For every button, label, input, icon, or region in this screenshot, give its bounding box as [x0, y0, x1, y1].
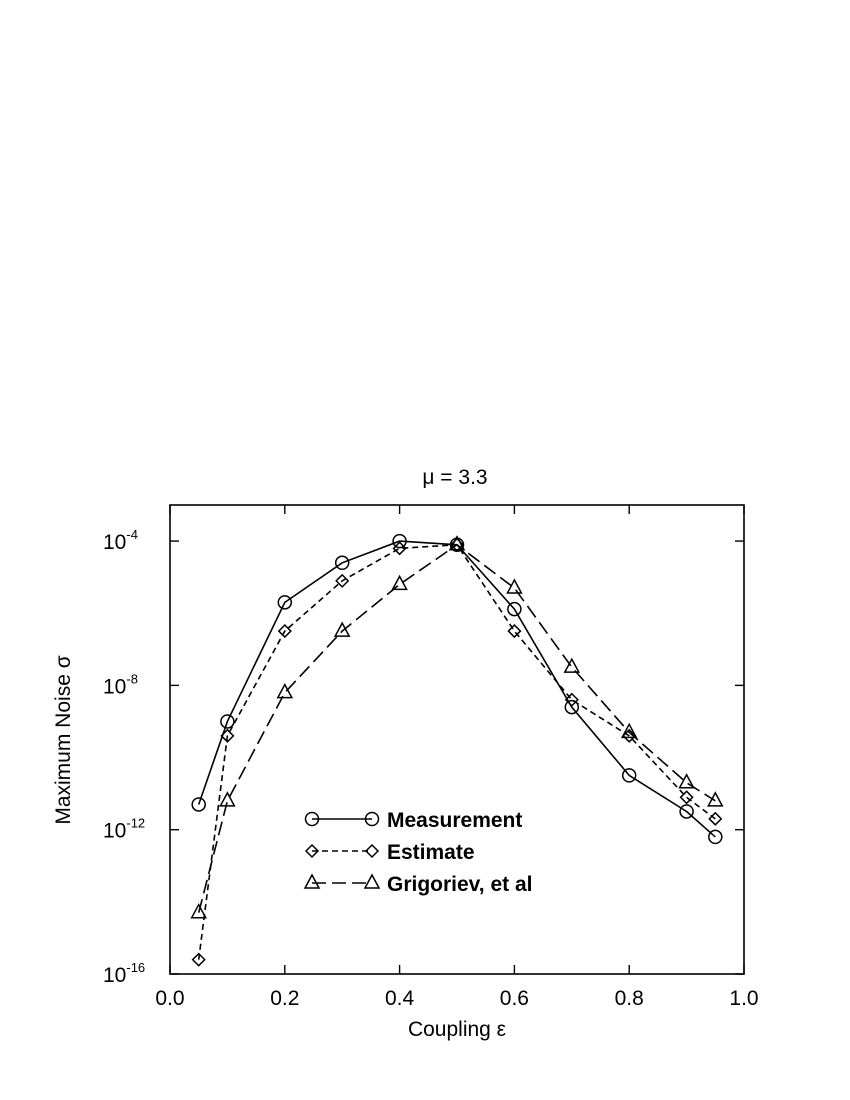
series-circle [192, 535, 722, 844]
y-tick-base: 10 [103, 531, 127, 555]
x-tick-label: 1.0 [729, 987, 759, 1010]
y-tick-exponent: -4 [126, 527, 138, 543]
y-tick-label [103, 527, 138, 554]
legend [305, 809, 533, 896]
legend-label: Measurement [387, 809, 523, 832]
y-tick-exponent: -16 [126, 960, 146, 975]
legend-label: Grigoriev, et al [387, 873, 533, 896]
y-axis-label: Maximum Noise σ [52, 655, 75, 825]
y-tick-label [103, 816, 145, 843]
legend-marker-triangle [305, 875, 319, 888]
x-tick-label: 0.0 [155, 987, 185, 1010]
x-tick-label: 0.8 [614, 987, 644, 1010]
y-tick-base: 10 [103, 675, 127, 699]
x-tick-label: 0.6 [499, 987, 530, 1010]
y-tick-exponent: -12 [126, 815, 146, 831]
x-axis [155, 505, 758, 1010]
legend-label: Estimate [387, 841, 475, 864]
series-group [192, 535, 723, 966]
x-tick-label: 0.4 [384, 987, 415, 1010]
triangle-data-point [507, 580, 521, 593]
y-tick-label [103, 671, 138, 698]
y-tick-base: 10 [103, 819, 127, 843]
y-tick-exponent: -8 [126, 671, 138, 687]
series-diamond [193, 539, 722, 966]
series-line [199, 541, 716, 837]
y-tick-label [103, 960, 145, 987]
chart-title: μ = 3.3 [422, 466, 488, 489]
y-tick-base: 10 [103, 964, 127, 987]
triangle-data-point [708, 793, 722, 806]
series-line [199, 545, 716, 960]
x-tick-label: 0.2 [270, 987, 300, 1010]
plot-frame [170, 505, 744, 974]
legend-marker-triangle [365, 875, 379, 888]
triangle-data-point [335, 623, 349, 636]
x-axis-label: Coupling ε [407, 1018, 507, 1041]
